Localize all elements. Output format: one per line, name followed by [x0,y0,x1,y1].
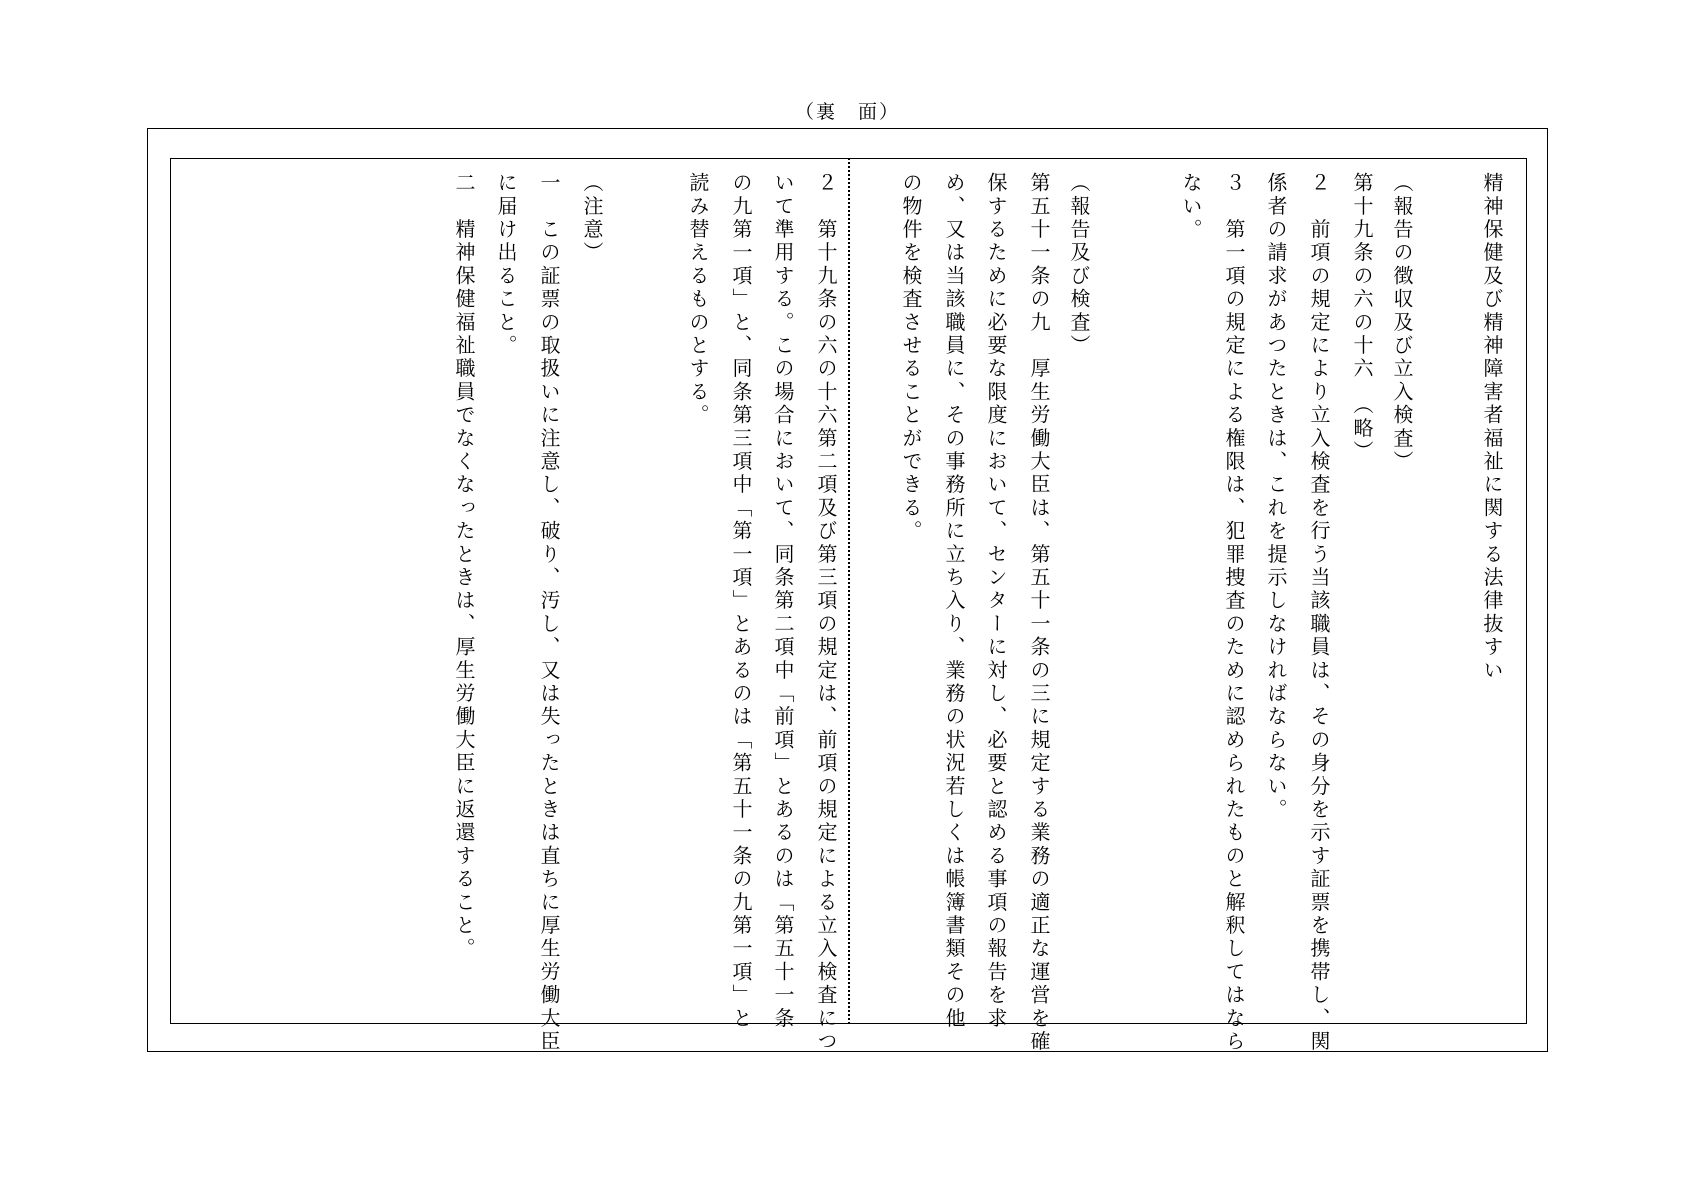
text-line-14: の九第一項」と、同条第三項中「第一項」とあるのは「第五十一条の九第一項」と [729,172,753,1031]
text-line-13: いて準用する。この場合において、同条第二項中「前項」とあるのは「第五十一条 [771,172,795,1031]
text-line-7: （報告及び検査） [1067,172,1091,358]
text-line-12: ２ 第十九条の六の十六第二項及び第三項の規定は、前項の規定による立入検査につ [814,172,838,1054]
text-line-9: 保するために必要な限度において、センターに対し、必要と認める事項の報告を求 [984,172,1008,1031]
page-caption: （裏 面） [794,101,900,123]
text-line-16: （注意） [580,172,604,265]
text-line-1: （報告の徴収及び立入検査） [1390,172,1414,474]
text-line-5: ３ 第一項の規定による権限は、犯罪捜査のために認められたものと解釈してはなら [1222,172,1246,1054]
document-title: 精神保健及び精神障害者福祉に関する法律抜すい [1480,172,1504,683]
text-line-19: 二 精神保健福祉職員でなくなったときは、厚生労働大臣に返還すること。 [452,172,476,961]
text-line-2: 第十九条の六の十六 （略） [1350,172,1374,464]
text-line-18: に届け出ること。 [494,172,518,358]
text-line-3: ２ 前項の規定により立入検査を行う当該職員は、その身分を示す証票を携帯し、関 [1307,172,1331,1054]
text-line-4: 係者の請求があつたときは、これを提示しなければならない。 [1264,172,1288,822]
text-line-17: 一 この証票の取扱いに注意し、破り、汚し、又は失ったときは直ちに厚生労働大臣 [537,172,561,1054]
text-line-8: 第五十一条の九 厚生労働大臣は、第五十一条の三に規定する業務の適正な運営を確 [1027,172,1051,1054]
text-line-10: め、又は当該職員に、その事務所に立ち入り、業務の状況若しくは帳簿書類その他 [942,172,966,1031]
text-line-11: の物件を検査させることができる。 [899,172,923,544]
dotted-divider [848,158,850,1024]
text-line-15: 読み替えるものとする。 [686,172,710,428]
text-line-6: ない。 [1179,172,1203,242]
